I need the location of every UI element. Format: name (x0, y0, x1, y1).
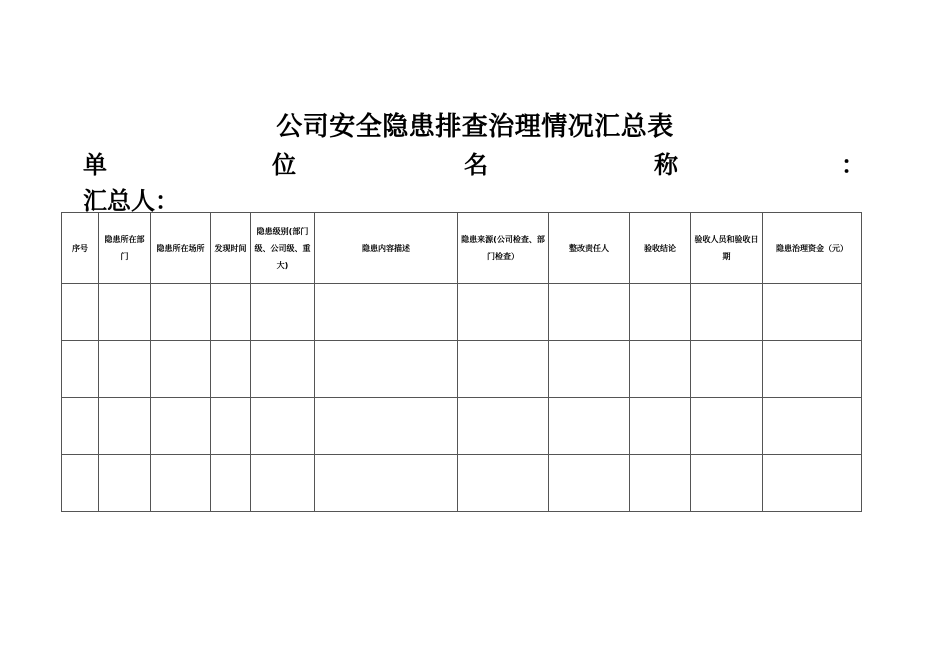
table-cell[interactable] (458, 284, 549, 341)
table-cell[interactable] (315, 398, 458, 455)
table-cell[interactable] (630, 341, 691, 398)
table-cell[interactable] (151, 398, 211, 455)
table-cell[interactable] (99, 398, 151, 455)
unit-label-char: 称 (654, 151, 678, 179)
col-header-found-time: 发现时间 (211, 213, 251, 284)
col-header-location: 隐患所在场所 (151, 213, 211, 284)
table-cell[interactable] (151, 341, 211, 398)
table-cell[interactable] (151, 284, 211, 341)
table-row (62, 284, 862, 341)
unit-label-char: ： (841, 151, 865, 179)
table-cell[interactable] (763, 455, 862, 512)
col-header-description: 隐患内容描述 (315, 213, 458, 284)
summary-person-text: 汇总人： (83, 187, 179, 215)
table-cell[interactable] (99, 284, 151, 341)
table-cell[interactable] (315, 455, 458, 512)
table-cell[interactable] (151, 455, 211, 512)
table-cell[interactable] (211, 398, 251, 455)
table-cell[interactable] (458, 398, 549, 455)
table-cell[interactable] (691, 341, 763, 398)
table-cell[interactable] (62, 284, 99, 341)
col-header-acceptor-date: 验收人员和验收日期 (691, 213, 763, 284)
unit-label-char: 单 (83, 151, 107, 179)
table-cell[interactable] (62, 398, 99, 455)
table-cell[interactable] (763, 284, 862, 341)
col-header-acceptance-result: 验收结论 (630, 213, 691, 284)
table-cell[interactable] (630, 455, 691, 512)
table-cell[interactable] (251, 341, 315, 398)
table-cell[interactable] (630, 284, 691, 341)
col-header-responsible: 整改责任人 (549, 213, 630, 284)
table-cell[interactable] (211, 284, 251, 341)
table-cell[interactable] (630, 398, 691, 455)
table-cell[interactable] (549, 398, 630, 455)
col-header-seq: 序号 (62, 213, 99, 284)
table-cell[interactable] (691, 398, 763, 455)
unit-label-char: 名 (464, 151, 488, 179)
unit-name-line (83, 145, 865, 179)
table-cell[interactable] (458, 455, 549, 512)
summary-person-label (83, 181, 179, 216)
table-cell[interactable] (62, 455, 99, 512)
table-cell[interactable] (549, 284, 630, 341)
table-header-row (62, 213, 862, 284)
table-cell[interactable] (99, 455, 151, 512)
table-cell[interactable] (211, 455, 251, 512)
table-cell[interactable] (211, 341, 251, 398)
table-cell[interactable] (62, 341, 99, 398)
table-cell[interactable] (251, 455, 315, 512)
table-cell[interactable] (549, 341, 630, 398)
col-header-department: 隐患所在部门 (99, 213, 151, 284)
col-header-funding: 隐患治理资金（元） (763, 213, 862, 284)
table-cell[interactable] (549, 455, 630, 512)
table-row (62, 398, 862, 455)
col-header-source: 隐患来源(公司检查、部门检查） (458, 213, 549, 284)
col-header-level: 隐患级别(部门级、公司级、重大) (251, 213, 315, 284)
table-cell[interactable] (691, 455, 763, 512)
table-row (62, 455, 862, 512)
table-cell[interactable] (763, 341, 862, 398)
table-cell[interactable] (458, 341, 549, 398)
table-cell[interactable] (99, 341, 151, 398)
table-cell[interactable] (251, 398, 315, 455)
table-cell[interactable] (315, 284, 458, 341)
table-cell[interactable] (763, 398, 862, 455)
table-cell[interactable] (315, 341, 458, 398)
unit-label-char: 位 (272, 151, 296, 179)
document-title: 公司安全隐患排查治理情况汇总表 (276, 112, 674, 142)
table-cell[interactable] (691, 284, 763, 341)
table-cell[interactable] (251, 284, 315, 341)
table-row (62, 341, 862, 398)
hazard-summary-table (61, 212, 862, 512)
